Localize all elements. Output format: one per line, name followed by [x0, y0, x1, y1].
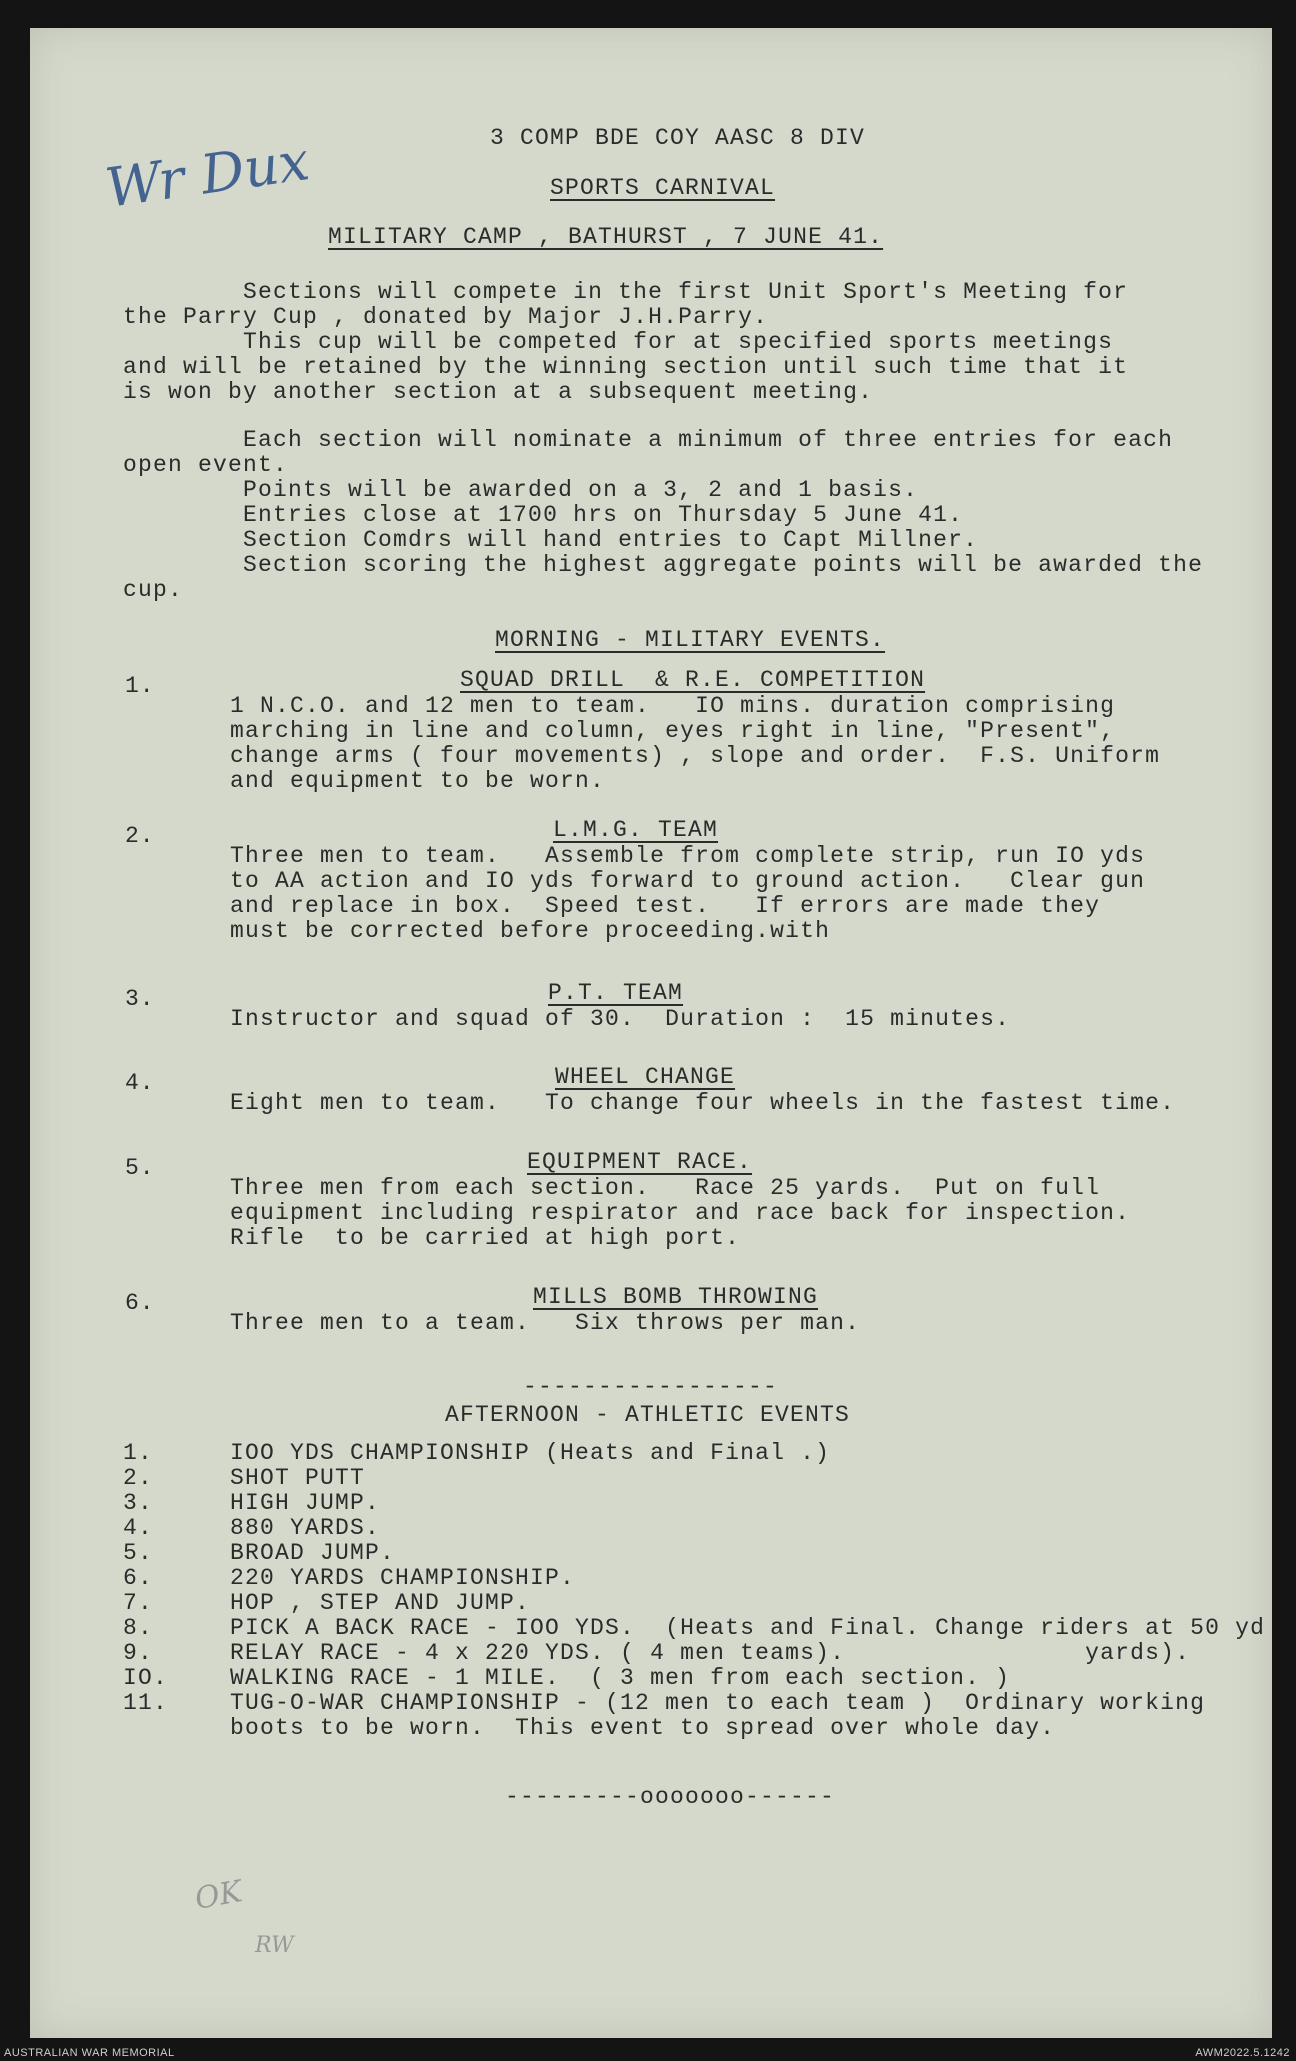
intro-line: This cup will be competed for at specified sports meetings: [123, 329, 1114, 355]
morning-event-description: Three men from each section. Race 25 yards. Put on full: [230, 1175, 1101, 1201]
morning-event-description: Three men to a team. Six throws per man.: [230, 1310, 861, 1336]
afternoon-event-number: 6.: [123, 1565, 154, 1591]
morning-event-description: and replace in box. Speed test. If errors are made they: [230, 893, 1101, 919]
end-rule: ---------ooooooo------: [505, 1784, 836, 1810]
afternoon-event-text: BROAD JUMP.: [230, 1540, 396, 1566]
section-divider: -----------------: [523, 1374, 779, 1400]
morning-heading: MORNING - MILITARY EVENTS.: [495, 627, 886, 653]
afternoon-event-text: RELAY RACE - 4 x 220 YDS. ( 4 men teams). yards).: [230, 1640, 1191, 1666]
morning-event-description: change arms ( four movements) , slope and order. F.S. Uniform: [230, 743, 1161, 769]
morning-event-title: WHEEL CHANGE: [555, 1064, 736, 1090]
afternoon-event-number: 5.: [123, 1540, 154, 1566]
morning-event-description: to AA action and IO yds forward to ground action. Clear gun: [230, 868, 1146, 894]
afternoon-event-number: 8.: [123, 1615, 154, 1641]
intro-line: the Parry Cup , donated by Major J.H.Parry.: [123, 304, 769, 330]
afternoon-event-text: boots to be worn. This event to spread over whole day.: [230, 1715, 1056, 1741]
afternoon-event-text: TUG-O-WAR CHAMPIONSHIP - (12 men to each team ) Ordinary working: [230, 1690, 1206, 1716]
unit-heading: 3 COMP BDE COY AASC 8 DIV: [490, 125, 866, 151]
morning-event-number: 1.: [125, 673, 155, 699]
afternoon-event-number: 2.: [123, 1465, 154, 1491]
morning-event-number: 2.: [125, 823, 155, 849]
morning-event-number: 6.: [125, 1290, 155, 1316]
afternoon-event-number: 9.: [123, 1640, 154, 1666]
afternoon-event-number: 1.: [123, 1440, 154, 1466]
intro-line: is won by another section at a subsequent meeting.: [123, 379, 874, 405]
morning-event-description: Rifle to be carried at high port.: [230, 1225, 741, 1251]
intro-line: open event.: [123, 452, 289, 478]
afternoon-event-text: PICK A BACK RACE - IOO YDS. (Heats and Final. Change riders at 50 yd: [230, 1615, 1266, 1641]
afternoon-event-number: 7.: [123, 1590, 154, 1616]
pencil-initials: RW: [255, 1933, 294, 1958]
morning-event-title: L.M.G. TEAM: [553, 817, 719, 843]
intro-line: Section Comdrs will hand entries to Capt Millner.: [123, 527, 979, 553]
morning-event-title: P.T. TEAM: [548, 980, 684, 1006]
afternoon-heading: AFTERNOON - ATHLETIC EVENTS: [445, 1402, 851, 1428]
intro-line: Section scoring the highest aggregate points will be awarded the: [123, 552, 1204, 578]
morning-event-number: 5.: [125, 1155, 155, 1181]
morning-event-description: marching in line and column, eyes right in line, "Present",: [230, 718, 1116, 744]
afternoon-event-number: 3.: [123, 1490, 154, 1516]
location-date: MILITARY CAMP , BATHURST , 7 JUNE 41.: [328, 224, 884, 250]
afternoon-event-text: SHOT PUTT: [230, 1465, 366, 1491]
morning-event-description: and equipment to be worn.: [230, 768, 606, 794]
morning-event-description: equipment including respirator and race back for inspection.: [230, 1200, 1131, 1226]
afternoon-event-number: IO.: [123, 1665, 169, 1691]
afternoon-event-text: HOP , STEP AND JUMP.: [230, 1590, 531, 1616]
handwritten-annotation: Wr Dux: [101, 129, 313, 220]
afternoon-event-number: 11.: [123, 1690, 169, 1716]
morning-event-title: SQUAD DRILL & R.E. COMPETITION: [460, 667, 926, 693]
morning-event-title: EQUIPMENT RACE.: [527, 1149, 753, 1175]
afternoon-event-text: 220 YARDS CHAMPIONSHIP.: [230, 1565, 576, 1591]
intro-line: cup.: [123, 577, 184, 603]
morning-event-number: 4.: [125, 1070, 155, 1096]
afternoon-event-text: WALKING RACE - 1 MILE. ( 3 men from each section. ): [230, 1665, 1011, 1691]
morning-event-title: MILLS BOMB THROWING: [533, 1284, 819, 1310]
afternoon-event-text: HIGH JUMP.: [230, 1490, 381, 1516]
afternoon-event-text: IOO YDS CHAMPIONSHIP (Heats and Final .): [230, 1440, 831, 1466]
morning-event-description: 1 N.C.O. and 12 men to team. IO mins. duration comprising: [230, 693, 1116, 719]
afternoon-event-text: 880 YARDS.: [230, 1515, 381, 1541]
morning-event-description: Instructor and squad of 30. Duration : 15 minutes.: [230, 1006, 1011, 1032]
morning-event-description: Eight men to team. To change four wheels in the fastest time.: [230, 1090, 1176, 1116]
morning-event-description: must be corrected before proceeding.with: [230, 918, 831, 944]
morning-event-number: 3.: [125, 986, 155, 1012]
pencil-ok-mark: OK: [192, 1874, 245, 1917]
document-page: [30, 28, 1272, 2038]
intro-line: Entries close at 1700 hrs on Thursday 5 June 41.: [123, 502, 964, 528]
intro-line: Each section will nominate a minimum of three entries for each: [123, 427, 1174, 453]
intro-line: and will be retained by the winning section until such time that it: [123, 354, 1129, 380]
intro-line: Points will be awarded on a 3, 2 and 1 basis.: [123, 477, 919, 503]
intro-line: Sections will compete in the first Unit Sport's Meeting for: [123, 279, 1129, 305]
morning-event-description: Three men to team. Assemble from complete strip, run IO yds: [230, 843, 1146, 869]
footer-right: AWM2022.5.1242: [1195, 2047, 1290, 2059]
document-title: SPORTS CARNIVAL: [550, 175, 776, 201]
footer-left: AUSTRALIAN WAR MEMORIAL: [4, 2047, 175, 2059]
afternoon-event-number: 4.: [123, 1515, 154, 1541]
